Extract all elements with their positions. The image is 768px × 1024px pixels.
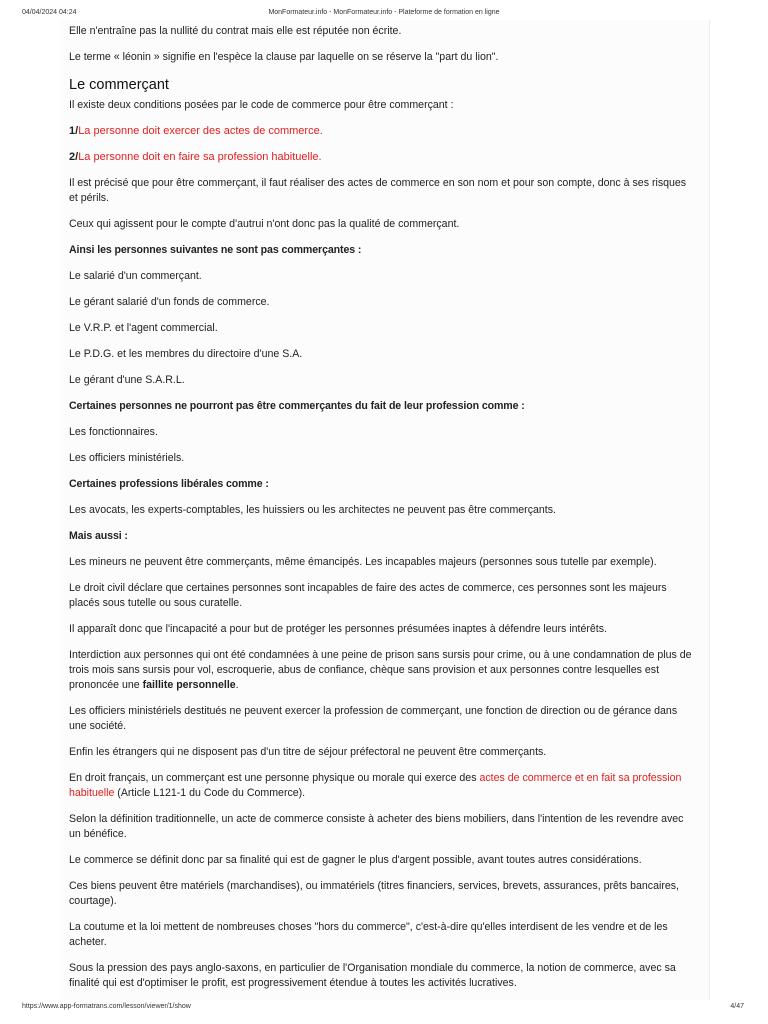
droit-francais-article: (Article L121-1 du Code du Commerce). — [114, 787, 306, 799]
list-item: Le gérant d'une S.A.R.L. — [69, 374, 185, 386]
paragraph-conditions-intro: Il existe deux conditions posées par le code de commerce pour être commerçant : — [69, 99, 454, 111]
list-item: Les fonctionnaires. — [69, 426, 158, 438]
list-item: Le gérant salarié d'un fonds de commerce. — [69, 296, 270, 308]
condition-1 — [69, 124, 709, 139]
paragraph-droit-francais — [69, 771, 694, 801]
paragraph-interdiction — [69, 648, 694, 693]
subheading-certaines: Certaines personnes ne pourront pas être commerçantes du fait de leur profession comme : — [69, 400, 525, 412]
paragraph-mineurs: Les mineurs ne peuvent être commerçants, même émancipés. Les incapables majeurs (personnes sous tutelle par exemple). — [69, 556, 657, 568]
print-footer — [0, 1003, 768, 1015]
condition-1-number: 1/ — [69, 125, 79, 137]
subheading-mais-aussi: Mais aussi : — [69, 530, 128, 542]
interdiction-end: . — [235, 679, 239, 691]
condition-2-text: La personne doit en faire sa profession habituelle. — [78, 151, 322, 163]
paragraph-intro-1: Elle n'entraîne pas la nullité du contrat mais elle est réputée non écrite. — [69, 25, 402, 37]
paragraph-droit-civil: Le droit civil déclare que certaines personnes sont incapables de faire des actes de commerce, ces personnes sont les majeurs placés sous tutelle ou sous curatelle. — [69, 582, 667, 609]
paragraph-finalite: Le commerce se définit donc par sa finalité qui est de gagner le plus d'argent possible, avant toutes autres considérations. — [69, 854, 642, 866]
paragraph-autrui: Ceux qui agissent pour le compte d'autrui n'ont donc pas la qualité de commerçant. — [69, 218, 460, 230]
list-item: Le salarié d'un commerçant. — [69, 270, 202, 282]
print-title: MonFormateur.info - MonFormateur.info - Plateforme de formation en ligne — [268, 9, 500, 16]
condition-2 — [69, 150, 709, 165]
paragraph-precise: Il est précisé que pour être commerçant, il faut réaliser des actes de commerce en son nom et pour son compte, donc à ses risques et périls. — [69, 177, 687, 204]
list-item: Le V.R.P. et l'agent commercial. — [69, 322, 218, 334]
interdiction-text: Interdiction aux personnes qui ont été condamnées à une peine de prison sans sursis pour crime, ou à une condamnation de plus de trois mois sans sursis pour vol, escroquerie, abus de confiance, chèque sans provision et aux personnes contre lesquelles est prononcée une — [69, 649, 692, 691]
print-date: 04/04/2024 04:24 — [22, 9, 77, 16]
list-item: Le P.D.G. et les membres du directoire d'une S.A. — [69, 348, 303, 360]
droit-francais-text: En droit français, un commerçant est une personne physique ou morale qui exerce des — [69, 772, 480, 784]
droit-francais-highlight: actes de commerce et en fait sa profession habituelle — [69, 772, 682, 799]
paragraph-definition: Selon la définition traditionnelle, un acte de commerce consiste à acheter des biens mobiliers, dans l'intention de les revendre avec un bénéfice. — [69, 813, 684, 840]
paragraph-coutume: La coutume et la loi mettent de nombreuses choses "hors du commerce", c'est-à-dire qu'elles interdisent de les vendre et de les acheter. — [69, 921, 668, 948]
paragraph-biens: Ces biens peuvent être matériels (marchandises), ou immatériels (titres financiers, services, brevets, assurances, prêts bancaires, courtage). — [69, 880, 679, 907]
paragraph-liberales: Les avocats, les experts-comptables, les huissiers ou les architectes ne peuvent pas être commerçants. — [69, 504, 556, 516]
paragraph-etrangers: Enfin les étrangers qui ne disposent pas d'un titre de séjour préfectoral ne peuvent être commerçants. — [69, 746, 547, 758]
paragraph-officiers: Les officiers ministériels destitués ne peuvent exercer la profession de commerçant, une fonction de direction ou de gérance dans une société. — [69, 705, 678, 732]
interdiction-emphasis: faillite personnelle — [142, 679, 236, 691]
paragraph-pression: Sous la pression des pays anglo-saxons, en particulier de l'Organisation mondiale du commerce, la notion de commerce, avec sa finalité qui est d'optimiser le profit, est progressivement étendue à toutes les activités lucratives. — [69, 962, 676, 989]
print-url: https://www.app-formatrans.com/lesson/viewer/1/show — [22, 1003, 191, 1010]
paragraph-intro-2: Le terme « léonin » signifie en l'espèce la clause par laquelle on se réserve la "part du lion". — [69, 51, 499, 63]
paragraph-incapacite: Il apparaît donc que l'incapacité a pour but de protéger les personnes présumées inaptes à défendre leurs intérêts. — [69, 623, 607, 635]
list-item: Les officiers ministériels. — [69, 452, 185, 464]
condition-2-number: 2/ — [69, 151, 79, 163]
section-heading: Le commerçant — [69, 77, 169, 93]
condition-1-text: La personne doit exercer des actes de commerce. — [78, 125, 323, 137]
page-number: 4/47 — [730, 1003, 744, 1010]
subheading-ainsi: Ainsi les personnes suivantes ne sont pas commerçantes : — [69, 244, 362, 256]
subheading-liberales: Certaines professions libérales comme : — [69, 478, 269, 490]
lesson-content — [60, 20, 710, 1000]
